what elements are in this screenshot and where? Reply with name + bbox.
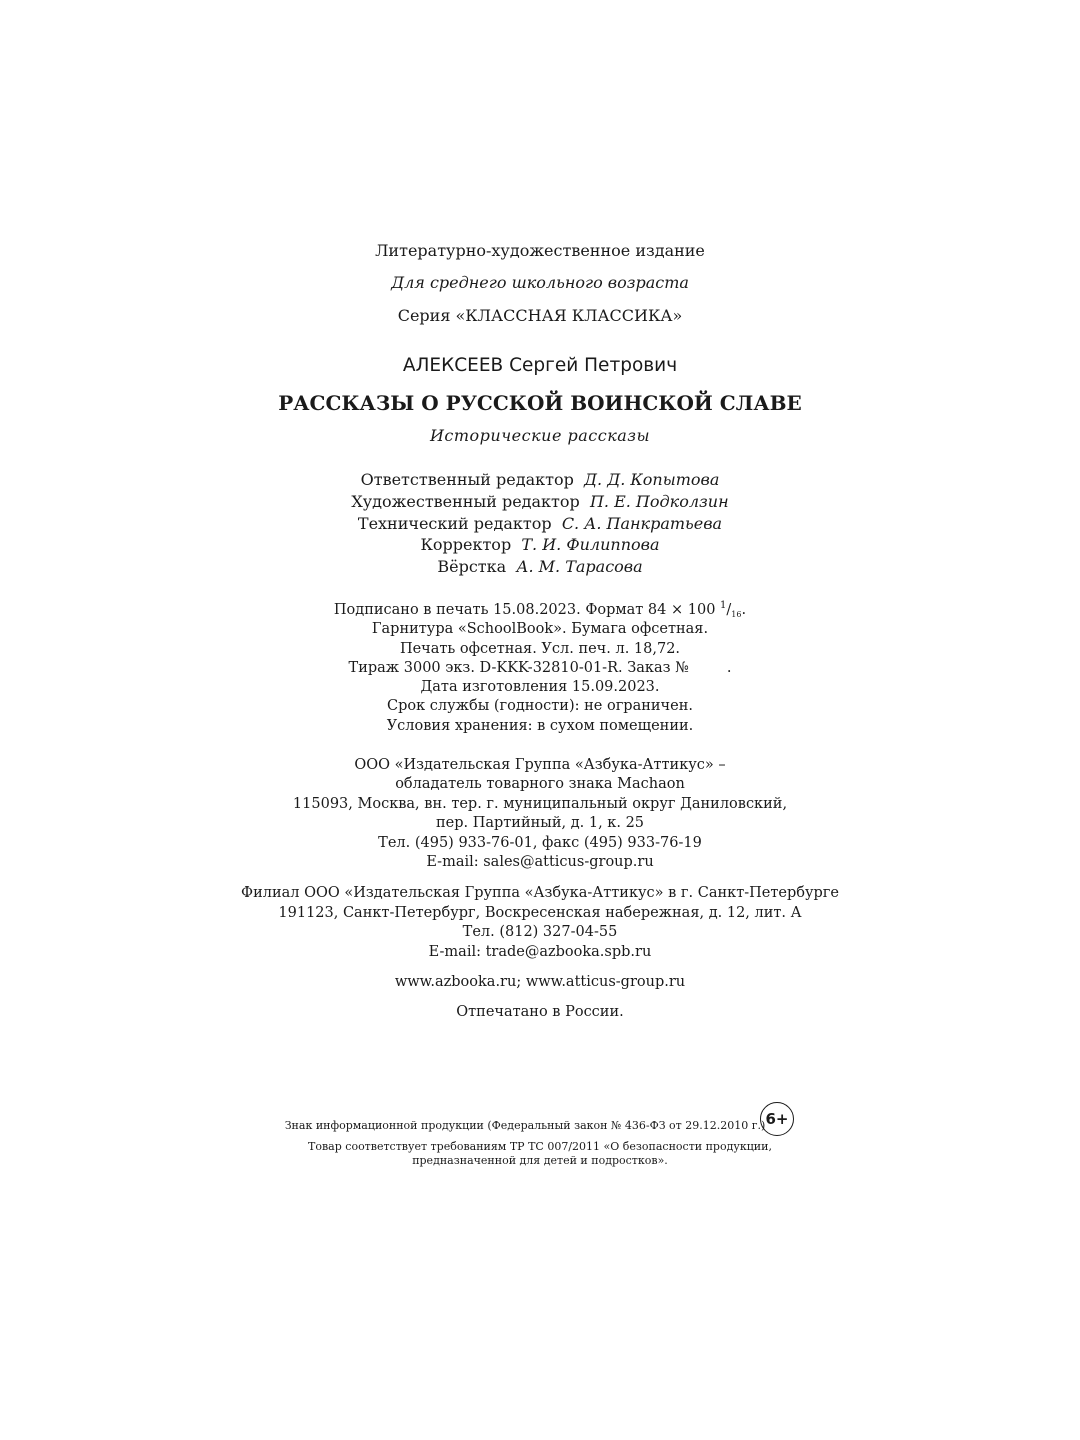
age-rating-badge: 6+ [760,1102,794,1136]
staff-row [0,514,1080,533]
print-run-suffix: . [726,660,732,676]
staff-row [0,470,1080,489]
staff-row [0,492,1080,511]
format-denominator: 16 [731,610,742,619]
staff-name: П. Е. Подколзин [589,492,729,511]
publisher-trademark: обладатель товарного знака Machaon [395,776,685,792]
manufacture-date: Дата изготовления 15.09.2023. [420,679,660,695]
staff-role: Технический редактор [357,514,552,533]
author-name: АЛЕКСЕЕВ Сергей Петрович [402,355,678,376]
publisher-address-1: 115093, Москва, вн. тер. г. муниципальный округ Даниловский, [292,796,788,812]
staff-role: Ответственный редактор [360,470,574,489]
staff-name: Д. Д. Копытова [584,470,720,489]
branch-phone: Тел. (812) 327-04-55 [462,924,618,940]
printing-info: Печать офсетная. Усл. печ. л. 18,72. [399,641,681,657]
printed-in: Отпечатано в России. [456,1004,624,1020]
staff-name: С. А. Панкратьева [561,514,723,533]
print-run [0,660,1080,677]
staff-role: Корректор [420,535,512,554]
signed-suffix: . [741,602,747,618]
staff-row [0,535,1080,554]
staff-name: А. М. Тарасова [516,557,643,576]
websites: www.azbooka.ru; www.atticus-group.ru [394,974,686,990]
signed-to-print: Подписано в печать 15.08.2023. Формат 84 × 100 $^1/_{16}$. [333,600,747,619]
book-subtitle: Исторические рассказы [429,426,651,445]
publisher-email: E-mail: sales@atticus-group.ru [426,854,654,870]
publisher-phone: Тел. (495) 933-76-01, факс (495) 933-76-19 [378,835,702,851]
staff-name: Т. И. Филиппова [521,535,660,554]
compliance-text-1: Товар соответствует требованиям ТР ТС 007/2011 «О безопасности продукции, [308,1140,772,1153]
publisher-name: ООО «Издательская Группа «Азбука-Аттикус» – [354,757,726,773]
info-sign-text: Знак информационной продукции (Федеральный закон № 436-ФЗ от 29.12.2010 г.) [284,1119,766,1132]
publisher-address-2: пер. Партийный, д. 1, к. 25 [435,815,645,831]
staff-role: Художественный редактор [351,492,580,511]
storage-conditions: Условия хранения: в сухом помещении. [386,718,694,734]
audience-label: Для среднего школьного возраста [391,273,689,292]
staff-row [0,557,1080,576]
branch-address: 191123, Санкт-Петербург, Воскресенская набережная, д. 12, лит. А [278,905,802,921]
compliance-text-2: предназначенной для детей и подростков». [412,1154,668,1167]
signed-text: Подписано в печать 15.08.2023. Формат 84 × 100 [333,602,716,618]
branch-email: E-mail: trade@azbooka.spb.ru [428,944,652,960]
book-title: РАССКАЗЫ О РУССКОЙ ВОИНСКОЙ СЛАВЕ [278,391,802,415]
typeface-info: Гарнитура «SchoolBook». Бумага офсетная. [371,621,709,637]
format-numerator: 1 [720,600,727,611]
staff-role: Вёрстка [437,557,507,576]
branch-name: Филиал ООО «Издательская Группа «Азбука-Аттикус» в г. Санкт-Петербурге [241,885,839,901]
series-label: Серия «КЛАССНАЯ КЛАССИКА» [397,306,683,325]
shelf-life: Срок службы (годности): не ограничен. [386,698,693,714]
edition-type: Литературно-художественное издание [375,241,705,260]
print-run-text: Тираж 3000 экз. D-KKK-32810-01-R. Заказ № [348,660,689,676]
